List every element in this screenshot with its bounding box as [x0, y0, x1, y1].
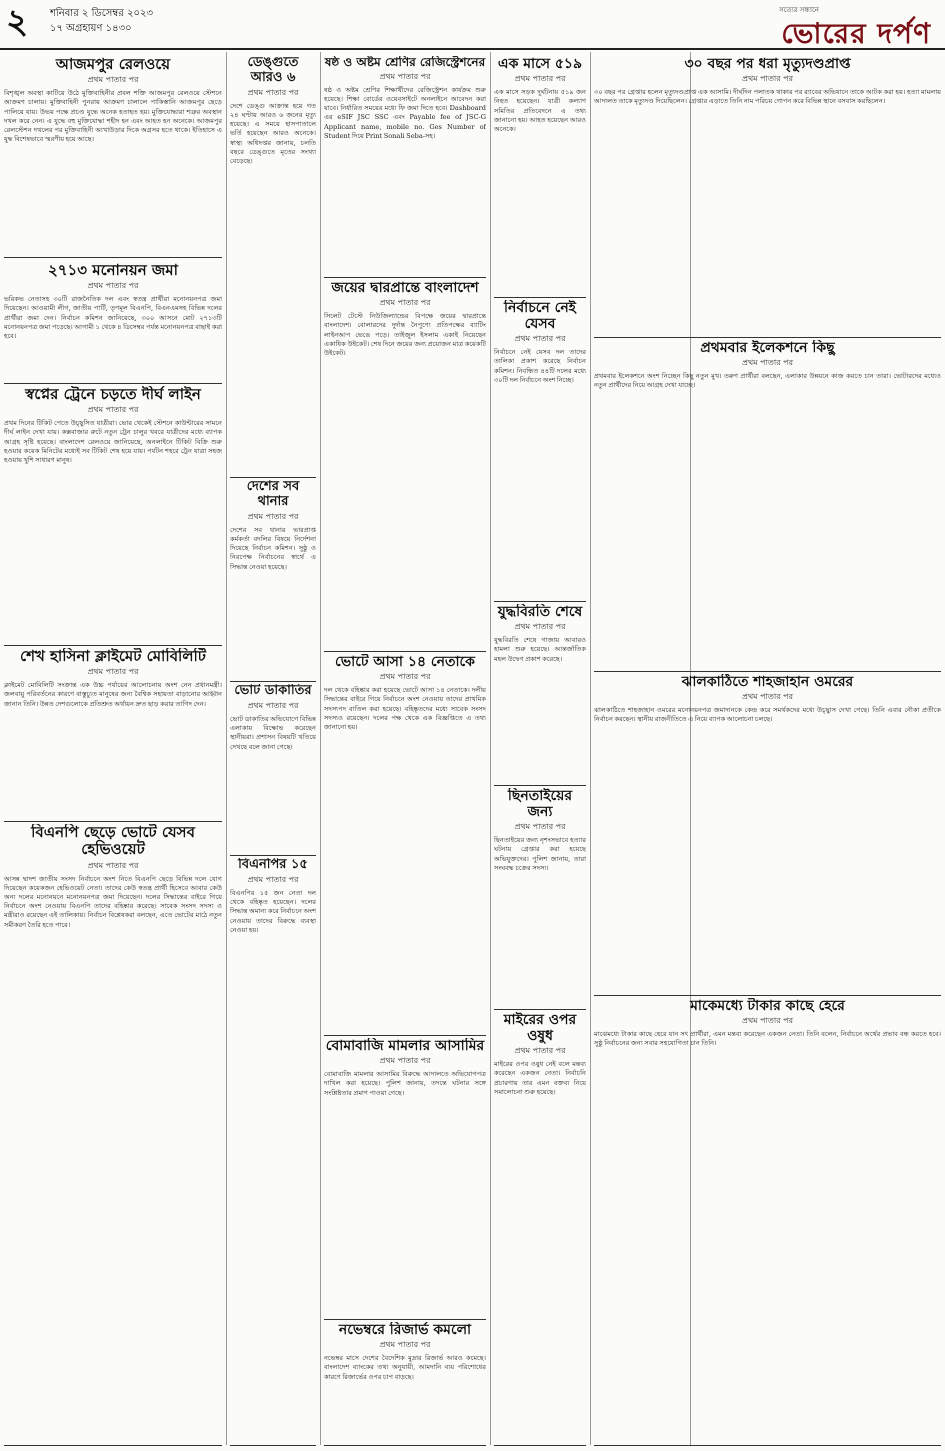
- story-body: নভেম্বর মাসে দেশের বৈদেশিক মুদ্রার রিজার্ভ আরও কমেছে। বাংলাদেশ ব্যাংকের তথ্য অনুযায়ী, আমদানি ব্যয় পরিশোধের কারণে রিজার্ভের ওপর চাপ বাড়ছে।: [324, 1354, 486, 1381]
- news-story: [594, 998, 941, 1444]
- story-divider: [230, 681, 316, 682]
- story-headline: ডেঙ্গুতে আরও ৬: [247, 56, 299, 85]
- story-byline: প্রথম পাতার পর: [247, 874, 299, 884]
- news-story: [324, 1038, 486, 1318]
- masthead: [0, 0, 945, 50]
- news-story: [594, 674, 941, 994]
- story-headline: বোমাবাজি মামলার আসামির: [325, 1038, 485, 1054]
- story-headline: শেখ হাসিনা ক্লাইমেট মোবিলিটি: [20, 648, 206, 665]
- news-story: [230, 56, 316, 476]
- story-body: বোমাবাজি মামলার আসামির বিরুদ্ধে আদালতে অভিযোগপত্র দাখিল করা হয়েছে। পুলিশ জানায়, তদন্তে ঘটনার সঙ্গে সংশ্লিষ্টতার প্রমাণ পাওয়া গেছে।: [324, 1070, 486, 1097]
- story-body: দেশের সব থানার ভারপ্রাপ্ত কর্মকর্তা বদলির বিষয়ে নির্দেশনা দিয়েছে নির্বাচন কমিশন। সুষ্ঠু ও নিরপেক্ষ নির্বাচনের স্বার্থে এ সিদ্ধান্ত নেওয়া হয়েছে।: [230, 525, 316, 571]
- news-story: [230, 480, 316, 680]
- story-headline: ৩০ বছর পর ধরা মৃত্যুদণ্ডপ্রাপ্ত: [684, 56, 851, 72]
- story-divider: [4, 257, 222, 258]
- news-story: [494, 604, 586, 784]
- story-byline: প্রথম পাতার পর: [87, 75, 139, 85]
- story-byline: প্রথম পাতার পর: [514, 822, 566, 832]
- date-bangla: ১৭ অগ্রহায়ণ ১৪৩০: [50, 23, 132, 34]
- news-story: [594, 56, 941, 336]
- story-body: যুদ্ধবিরতি শেষে গাজায় আবারও হামলা শুরু হয়েছে। আন্তর্জাতিক মহল উদ্বেগ প্রকাশ করেছে।: [494, 636, 586, 663]
- news-story: [324, 56, 486, 276]
- story-byline: প্রথম পাতার পর: [379, 1340, 431, 1350]
- story-divider: [594, 671, 941, 672]
- column-rule: [320, 52, 321, 1445]
- news-story: [494, 56, 586, 296]
- story-byline: প্রথম পাতার পর: [247, 700, 299, 710]
- story-divider: [494, 785, 586, 786]
- story-byline: প্রথম পাতার পর: [379, 298, 431, 308]
- story-divider: [324, 1319, 486, 1320]
- story-byline: প্রথম পাতার পর: [87, 860, 139, 870]
- story-headline: ষষ্ঠ ও অষ্টম শ্রেণির রেজিস্ট্রেশনের: [324, 56, 486, 69]
- logo-tagline: সত্যের সন্ধানে: [779, 6, 819, 14]
- story-headline: মাইরের ওপর ওষুধ: [503, 1012, 577, 1045]
- story-body: বিএনপির ১৫ জন নেতা দল থেকে বহিষ্কৃত হয়েছেন। দলের সিদ্ধান্ত অমান্য করে নির্বাচনে অংশ নেওয়ায় তাদের বিরুদ্ধে ব্যবস্থা নেওয়া হয়।: [230, 888, 316, 934]
- news-story: [324, 280, 486, 650]
- story-divider: [494, 1009, 586, 1010]
- story-headline: ভোট ডাকাতির: [234, 684, 312, 698]
- story-headline: ছিনতাইয়ের জন্য: [507, 788, 573, 821]
- story-divider: [594, 995, 941, 996]
- story-headline: এক মাসে ৫১৯: [497, 56, 583, 72]
- story-headline: ২৭১৩ মনোনয়ন জমা: [48, 262, 178, 279]
- story-body: সিলেট টেস্টে নিউজিল্যান্ডের বিপক্ষে জয়ের দ্বারপ্রান্তে বাংলাদেশ। বোলারদের দুর্দান্ত নৈপুণ্যে প্রতিপক্ষের ব্যাটিং লাইনআপ ভেঙে পড়ে। তাইজুল ইসলাম একাই নিয়েছেন একাধিক উইকেট। শেষ দিনে জয়ের জন্য প্রয়োজন মাত্র কয়েকটি উইকেট।: [324, 312, 486, 357]
- news-story: [594, 340, 941, 670]
- story-divider: [4, 383, 222, 384]
- story-divider: [494, 1445, 586, 1446]
- news-story: [230, 858, 316, 1444]
- story-headline: মাকেমধ্যে টাকার কাছে হেরে: [690, 998, 845, 1014]
- story-byline: প্রথম পাতার পর: [379, 672, 431, 682]
- story-divider: [230, 855, 316, 856]
- story-body: আসন্ন দ্বাদশ জাতীয় সংসদ নির্বাচনে অংশ নিতে বিএনপি ছেড়ে বিভিন্ন দলে যোগ দিয়েছেন কয়েকজন হেভিওয়েট নেতা। তাদের কেউ স্বতন্ত্র প্রার্থী হিসেবে আবার কেউ অন্য দলের মনোনয়নে মনোনয়নপত্র জমা দিয়েছেন। দলের সিদ্ধান্তের বাইরে গিয়ে নির্বাচনে অংশ নেওয়ায় বিএনপি তাদের বহিষ্কার করেছে। সাবেক সংসদ সদস্য ও মন্ত্রীরাও রয়েছেন এই তালিকায়। নির্বাচন বিশ্লেষকরা বলছেন, এতে ভোটের মাঠে নতুন সমীকরণ তৈরি হতে পারে।: [4, 874, 222, 929]
- story-headline: স্বপ্নের ট্রেনে চড়তে দীর্ঘ লাইন: [25, 386, 201, 403]
- story-divider: [494, 601, 586, 602]
- column-rule: [226, 52, 227, 1445]
- story-byline: প্রথম পাতার পর: [514, 622, 566, 632]
- story-body: মাঝেমধ্যে টাকার কাছে হেরে যান সৎ প্রার্থীরা, এমন মন্তব্য করেছেন একজন নেতা। তিনি বলেন, নির্বাচনে অর্থের প্রভাব বন্ধ করতে হবে। সুষ্ঠু নির্বাচনের জন্য সবার সহযোগিতা চান তিনি।: [594, 1030, 941, 1048]
- newspaper-logo: [751, 4, 931, 50]
- story-byline: প্রথম পাতার পর: [742, 692, 793, 702]
- story-byline: প্রথম পাতার পর: [514, 334, 566, 344]
- story-body: বিশৃঙ্খল অবস্থা কাটিয়ে উঠে মুক্তিবাহিনীর প্রবল শক্তি আজমপুর রেলওয়ে স্টেশনে আক্রমণ চালায়। মুক্তিবাহিনী পুনরায় আক্রমণ চালালে পাকিস্তানি আজমপুর ছেড়ে পালিয়ে যায়। উভয় পক্ষে প্রচণ্ড যুদ্ধে অনেক হতাহত হয়। মুক্তিযোদ্ধারা শত্রুর অবস্থান দখল করে নেন। এ যুদ্ধে বহু মুক্তিযোদ্ধা শহীদ হন এবং আহত হন অনেকে। আজমপুর রেলস্টেশন দখলের পর মুক্তিবাহিনী আখাউড়ার দিকে অগ্রসর হতে থাকে। ইতিহাসে এ যুদ্ধ বিশেষভাবে স্মরণীয় হয়ে আছে।: [4, 89, 222, 144]
- news-story: [494, 300, 586, 600]
- column-rule: [490, 52, 491, 1445]
- story-divider: [230, 477, 316, 478]
- story-body: দল থেকে বহিষ্কার করা হয়েছে ভোটে আসা ১৪ নেতাকে। দলীয় সিদ্ধান্তের বাইরে গিয়ে নির্বাচনে অংশ নেওয়ায় তাদের প্রাথমিক সদস্যপদ বাতিল করা হয়েছে। বহিষ্কৃতদের মধ্যে সাবেক সংসদ সদস্যও রয়েছেন। দলের পক্ষ থেকে এক বিজ্ঞপ্তিতে এ তথ্য জানানো হয়।: [324, 686, 486, 731]
- story-byline: প্রথম পাতার পর: [87, 405, 139, 415]
- story-headline: বিএনপি ছেড়ে ভোটে যেসব হেভিওয়েট: [31, 824, 195, 859]
- news-story: [4, 824, 222, 1444]
- story-headline: ঝালকাঠিতে শাহজাহান ওমরের: [681, 674, 854, 690]
- story-headline: নির্বাচনে নেই যেসব: [504, 300, 576, 333]
- story-byline: প্রথম পাতার পর: [247, 511, 299, 521]
- story-headline: নভেম্বরে রিজার্ভ কমলো: [338, 1322, 472, 1338]
- story-body: প্রথম দিনের টিকিট পেতে উচ্ছ্বসিত যাত্রীরা। ভোর থেকেই স্টেশনে কাউন্টারের সামনে দীর্ঘ লাইন দেখা যায়। কক্সবাজার রুটে নতুন ট্রেন চালুর খবরে যাত্রীদের মধ্যে ব্যাপক আগ্রহ সৃষ্টি হয়েছে। বাংলাদেশ রেলওয়ে জানিয়েছে, অনলাইনে টিকিট বিক্রি শুরু হওয়ার কয়েক মিনিটের মধ্যেই সব টিকিট শেষ হয়ে যায়। পর্যটন শহরে ট্রেন যাত্রা সহজ হওয়ায় খুশি সাধারণ মানুষ।: [4, 419, 222, 465]
- story-body: ভরিকভ নেতাসহ ৩০টি রাজনৈতিক দল এবং স্বতন্ত্র প্রার্থীরা মনোনয়নপত্র জমা দিয়েছেন। আওয়ামী লীগ, জাতীয় পার্টি, তৃণমূল বিএনপি, বিএনএমসহ বিভিন্ন দলের প্রার্থীরা জমা দেন। নির্বাচন কমিশন জানিয়েছে, ৩০০ আসনে মোট ২৭১৩টি মনোনয়নপত্র জমা পড়েছে। আগামী ১ থেকে ৪ ডিসেম্বর পর্যন্ত মনোনয়নপত্র বাছাই করা হবে।: [4, 295, 222, 341]
- date-block: [50, 6, 153, 36]
- story-body: ভোট ডাকাতির অভিযোগে বিভিন্ন এলাকায় বিক্ষোভ করেছেন স্থানীয়রা। প্রশাসন বিষয়টি খতিয়ে দেখছে বলে জানা গেছে।: [230, 714, 316, 751]
- story-divider: [594, 337, 941, 338]
- news-story: [230, 684, 316, 854]
- story-byline: প্রথম পাতার পর: [247, 87, 299, 97]
- story-byline: প্রথম পাতার পর: [379, 1056, 431, 1066]
- news-story: [494, 788, 586, 1008]
- logo-name: ভোরের দর্পণ: [781, 17, 931, 50]
- story-body: ঝালকাঠিতে শাহজাহান ওমরের মনোনয়নপত্র জমাদানকে কেন্দ্র করে সমর্থকদের মধ্যে উচ্ছ্বাস দেখা গেছে। তিনি এবার নৌকা প্রতীকে নির্বাচন করছেন। স্থানীয় রাজনীতিতে এ নিয়ে ব্যাপক আলোচনা চলছে।: [594, 706, 941, 724]
- story-divider: [324, 1445, 486, 1446]
- story-divider: [594, 1445, 941, 1446]
- news-story: [4, 648, 222, 820]
- story-divider: [324, 651, 486, 652]
- story-body: ছিনতাইয়ের জন্য নৃশংসভাবে হত্যার ঘটনায় গ্রেপ্তার করা হয়েছে অভিযুক্তদের। পুলিশ জানায়, তারা সংঘবদ্ধ চক্রের সদস্য।: [494, 836, 586, 872]
- news-story: [324, 654, 486, 1034]
- story-byline: প্রথম পাতার পর: [87, 281, 139, 291]
- story-body: মাইরের ওপর ওষুধ নেই বলে মন্তব্য করেছেন একজন নেতা। নির্বাচনি প্রচারণায় তার এমন বক্তব্য নিয়ে সমালোচনা শুরু হয়েছে।: [494, 1060, 586, 1096]
- story-divider: [4, 1445, 222, 1446]
- story-body: ক্লাইমেট মোবিলিটি সংক্রান্ত এক উচ্চ পর্যায়ের আলোচনায় অংশ নেন প্রধানমন্ত্রী। জলবায়ু পরিবর্তনের কারণে বাস্তুচ্যুত মানুষের জন্য বৈশ্বিক সহায়তা বাড়ানোর আহ্বান জানান তিনি। উন্নত দেশগুলোকে প্রতিশ্রুত অর্থায়ন দ্রুত ছাড় করার তাগিদ দেন।: [4, 681, 222, 708]
- story-divider: [324, 1035, 486, 1036]
- story-byline: প্রথম পাতার পর: [87, 667, 139, 677]
- story-byline: প্রথম পাতার পর: [742, 358, 793, 368]
- story-headline: বিএনপির ১৫: [238, 858, 308, 872]
- story-headline: যুদ্ধবিরতি শেষে: [497, 604, 583, 620]
- column-rule: [590, 52, 591, 1445]
- news-story: [4, 262, 222, 382]
- story-headline: জয়ের দ্বারপ্রান্তে বাংলাদেশ: [331, 280, 479, 296]
- story-byline: প্রথম পাতার পর: [514, 74, 566, 84]
- story-body: এক মাসে সড়ক দুর্ঘটনায় ৫১৯ জন নিহত হয়েছেন। যাত্রী কল্যাণ সমিতির প্রতিবেদনে এ তথ্য জানানো হয়। আহত হয়েছেন আরও অনেকে।: [494, 88, 586, 133]
- date-english: শনিবার ২ ডিসেম্বর ২০২৩: [50, 8, 153, 19]
- story-body: ষষ্ঠ ও অষ্টম শ্রেণির শিক্ষার্থীদের রেজিস্ট্রেশন কার্যক্রম শুরু হয়েছে। শিক্ষা বোর্ডের ওয়েবসাইটে অনলাইনে আবেদন করা যাবে। নির্ধারিত সময়ের মধ্যে ফি জমা দিতে হবে। Dashboard এর eSIF JSC SSC এবং Payable fee of JSC-G Applicant name, mobile no. Ges Number of Student দিয়ে Print Sonali Seba-সহ।: [324, 85, 486, 140]
- story-body: প্রথমবার ইলেকশনে অংশ নিচ্ছেন কিছু নতুন মুখ। তরুণ প্রার্থীরা বলছেন, এলাকার উন্নয়নে কাজ করতে চান তারা। ভোটারদের মধ্যেও নতুন প্রার্থীদের নিয়ে আগ্রহ দেখা যাচ্ছে।: [594, 372, 941, 390]
- story-divider: [4, 821, 222, 822]
- story-byline: প্রথম পাতার পর: [379, 71, 431, 81]
- story-divider: [324, 277, 486, 278]
- story-byline: প্রথম পাতার পর: [742, 74, 793, 84]
- story-body: দেশে ডেঙ্গু আক্রান্ত হয়ে গত ২৪ ঘণ্টায় আরও ৬ জনের মৃত্যু হয়েছে। এ সময়ে হাসপাতালে ভর্তি হয়েছেন আরও অনেকে। স্বাস্থ্য অধিদপ্তর জানায়, চলতি বছরে ডেঙ্গুতে মৃতের সংখ্যা বেড়েছে।: [230, 101, 316, 166]
- page-number: ২: [6, 2, 29, 42]
- story-body: ৩০ বছর পর গ্রেপ্তার হলেন মৃত্যুদণ্ডপ্রাপ্ত এক আসামি। দীর্ঘদিন পলাতক থাকার পর র‍্যাবের অভিযানে তাকে আটক করা হয়। হত্যা মামলায় আদালত তাকে মৃত্যুদণ্ড দিয়েছিলেন। গ্রেপ্তার এড়াতে তিনি নাম পরিচয় গোপন করে বিভিন্ন স্থানে বসবাস করছিলেন।: [594, 88, 941, 106]
- story-divider: [4, 645, 222, 646]
- story-headline: ভোটে আসা ১৪ নেতাকে: [335, 654, 475, 670]
- story-byline: প্রথম পাতার পর: [742, 1016, 793, 1026]
- story-divider: [230, 1445, 316, 1446]
- news-story: [4, 386, 222, 644]
- story-headline: প্রথমবার ইলেকশনে কিছু: [700, 340, 835, 356]
- news-story: [494, 1012, 586, 1444]
- story-divider: [494, 297, 586, 298]
- story-body: নির্বাচনে নেই যেসব দল তাদের তালিকা প্রকাশ করেছে নির্বাচন কমিশন। নিবন্ধিত ৪৪টি দলের মধ্যে ৩০টি দল নির্বাচনে অংশ নিচ্ছে।: [494, 348, 586, 384]
- story-headline: আজমপুর রেলওয়ে: [55, 56, 171, 73]
- news-story: [324, 1322, 486, 1444]
- story-headline: দেশের সব থানার: [246, 480, 300, 509]
- news-story: [4, 56, 222, 256]
- story-byline: প্রথম পাতার পর: [514, 1046, 566, 1056]
